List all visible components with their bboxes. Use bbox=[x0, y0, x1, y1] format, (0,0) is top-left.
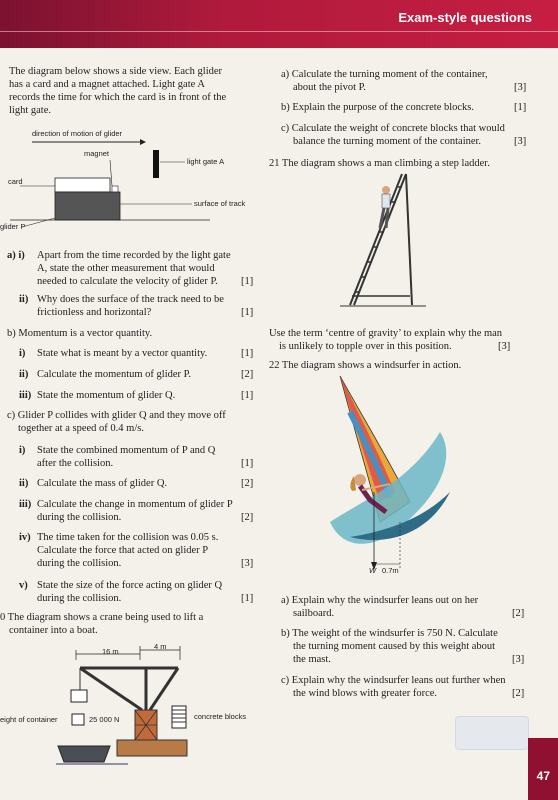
r-qb: b) Explain the purpose of the concrete blocks. bbox=[281, 102, 475, 113]
qa-ii-line-1: Why does the surface of the track need to be bbox=[37, 294, 224, 305]
qc-v-marks: [1] bbox=[241, 593, 254, 604]
label-direction: direction of motion of glider bbox=[32, 129, 123, 138]
r-qc-line-2: balance the turning moment of the container. bbox=[293, 136, 482, 147]
r-qa-line-2: about the pivot P. bbox=[293, 82, 366, 93]
qc-ii-text: Calculate the mass of glider Q. bbox=[37, 478, 168, 489]
qb-i-marks: [1] bbox=[241, 348, 254, 359]
qc-iii-marks: [2] bbox=[241, 512, 254, 523]
intro-line-4: light gate. bbox=[9, 105, 51, 116]
qc-iv-line-3: during the collision. bbox=[37, 558, 122, 569]
qb-i-text: State what is meant by a vector quantity. bbox=[37, 348, 208, 359]
q22a-line-1: a) Explain why the windsurfer leans out on her bbox=[281, 595, 479, 606]
windsurfer-diagram bbox=[320, 372, 470, 582]
q22b-line-2: the turning moment caused by this weight about bbox=[293, 641, 496, 652]
intro-line-2: has a card and a magnet attached. Light gate A bbox=[9, 79, 205, 90]
q21-stem: 21 The diagram shows a man climbing a step ladder. bbox=[269, 158, 490, 169]
qb-stem: b) Momentum is a vector quantity. bbox=[7, 328, 153, 339]
qb-iii-marks: [1] bbox=[241, 390, 254, 401]
qc-iii-label: iii) bbox=[19, 499, 32, 510]
qa-ii-line-2: frictionless and horizontal? bbox=[37, 307, 152, 318]
header-title: Exam-style questions bbox=[398, 10, 532, 25]
wind-w: W bbox=[369, 566, 377, 575]
qc-v-line-2: during the collision. bbox=[37, 593, 122, 604]
wind-dist: 0.7m bbox=[382, 566, 399, 575]
qc-v-label: v) bbox=[19, 580, 28, 591]
label-glider: glider P bbox=[0, 222, 26, 231]
q21-text-2: is unlikely to topple over in this position. bbox=[279, 341, 452, 352]
qb-ii-label: ii) bbox=[19, 369, 29, 380]
qb-iii-label: iii) bbox=[19, 390, 32, 401]
q20-line-1: 0 The diagram shows a crane being used to lift a bbox=[0, 612, 204, 623]
crane-4m: 4 m bbox=[154, 642, 167, 651]
label-light-gate: light gate A bbox=[187, 157, 225, 166]
label-card: card bbox=[8, 177, 23, 186]
crane-weight-label: eight of container bbox=[0, 715, 58, 724]
crane-blocks: concrete blocks bbox=[194, 712, 247, 721]
qc-i-line-1: State the combined momentum of P and Q bbox=[37, 445, 216, 456]
qb-ii-text: Calculate the momentum of glider P. bbox=[37, 369, 191, 380]
qc-stem-2: together at a speed of 0.4 m/s. bbox=[18, 423, 144, 434]
watermark-stamp bbox=[455, 716, 529, 750]
r-qc-marks: [3] bbox=[514, 136, 527, 147]
q21-marks: [3] bbox=[498, 341, 511, 352]
qa-i-line-3: needed to calculate the velocity of glider P. bbox=[37, 276, 218, 287]
qa-i-line-2: A, state the other measurement that would bbox=[37, 263, 215, 274]
qc-iv-line-2: Calculate the force that acted on glider P bbox=[37, 545, 209, 556]
ladder-diagram bbox=[340, 170, 430, 310]
crane-diagram bbox=[0, 638, 262, 768]
qc-iv-label: iv) bbox=[19, 532, 31, 543]
intro-line-3: records the time for which the card is in front of the bbox=[9, 92, 227, 103]
page-number: 47 bbox=[536, 769, 550, 783]
qc-stem-1: c) Glider P collides with glider Q and they move off bbox=[7, 410, 226, 421]
page-header bbox=[0, 0, 558, 48]
q22a-line-2: sailboard. bbox=[293, 608, 335, 619]
intro-line-1: The diagram below shows a side view. Each glider bbox=[9, 66, 223, 77]
label-surface: surface of track bbox=[194, 199, 246, 208]
qa-i-line-1: Apart from the time recorded by the light gate bbox=[37, 250, 231, 261]
q22c-line-1: c) Explain why the windsurfer leans out further when bbox=[281, 675, 506, 686]
r-qa-marks: [3] bbox=[514, 82, 527, 93]
q22a-marks: [2] bbox=[512, 608, 525, 619]
glider-diagram bbox=[0, 126, 260, 230]
label-magnet: magnet bbox=[84, 149, 110, 158]
qc-ii-marks: [2] bbox=[241, 478, 254, 489]
qc-iii-line-2: during the collision. bbox=[37, 512, 122, 523]
q22c-marks: [2] bbox=[512, 688, 525, 699]
qb-i-label: i) bbox=[19, 348, 26, 359]
qa-ii-marks: [1] bbox=[241, 307, 254, 318]
q22-stem: 22 The diagram shows a windsurfer in action. bbox=[269, 360, 462, 371]
qb-iii-text: State the momentum of glider Q. bbox=[37, 390, 176, 401]
r-qb-marks: [1] bbox=[514, 102, 527, 113]
qa-i-label: a) i) bbox=[7, 250, 25, 261]
qc-i-marks: [1] bbox=[241, 458, 254, 469]
q21-text-1: Use the term ‘centre of gravity’ to explain why the man bbox=[269, 328, 503, 339]
page-number-tab bbox=[528, 738, 558, 800]
qa-ii-label: ii) bbox=[19, 294, 29, 305]
q20-line-2: container into a boat. bbox=[9, 625, 98, 636]
qc-iv-line-1: The time taken for the collision was 0.05 s. bbox=[37, 532, 219, 543]
r-qc-line-1: c) Calculate the weight of concrete blocks that would bbox=[281, 123, 505, 134]
q22c-line-2: the wind blows with greater force. bbox=[293, 688, 438, 699]
q22b-line-3: the mast. bbox=[293, 654, 331, 665]
qc-iii-line-1: Calculate the change in momentum of glider P bbox=[37, 499, 233, 510]
qc-i-label: i) bbox=[19, 445, 26, 456]
r-qa-line-1: a) Calculate the turning moment of the container, bbox=[281, 69, 488, 80]
qc-ii-label: ii) bbox=[19, 478, 29, 489]
header-rule bbox=[0, 31, 558, 32]
qb-ii-marks: [2] bbox=[241, 369, 254, 380]
q22b-line-1: b) The weight of the windsurfer is 750 N. Calculate bbox=[281, 628, 498, 639]
q22b-marks: [3] bbox=[512, 654, 525, 665]
crane-16m: 16 m bbox=[102, 647, 119, 656]
qc-iv-marks: [3] bbox=[241, 558, 254, 569]
qc-v-line-1: State the size of the force acting on glider Q bbox=[37, 580, 223, 591]
qc-i-line-2: after the collision. bbox=[37, 458, 114, 469]
crane-force: 25 000 N bbox=[89, 715, 120, 724]
qa-i-marks: [1] bbox=[241, 276, 254, 287]
